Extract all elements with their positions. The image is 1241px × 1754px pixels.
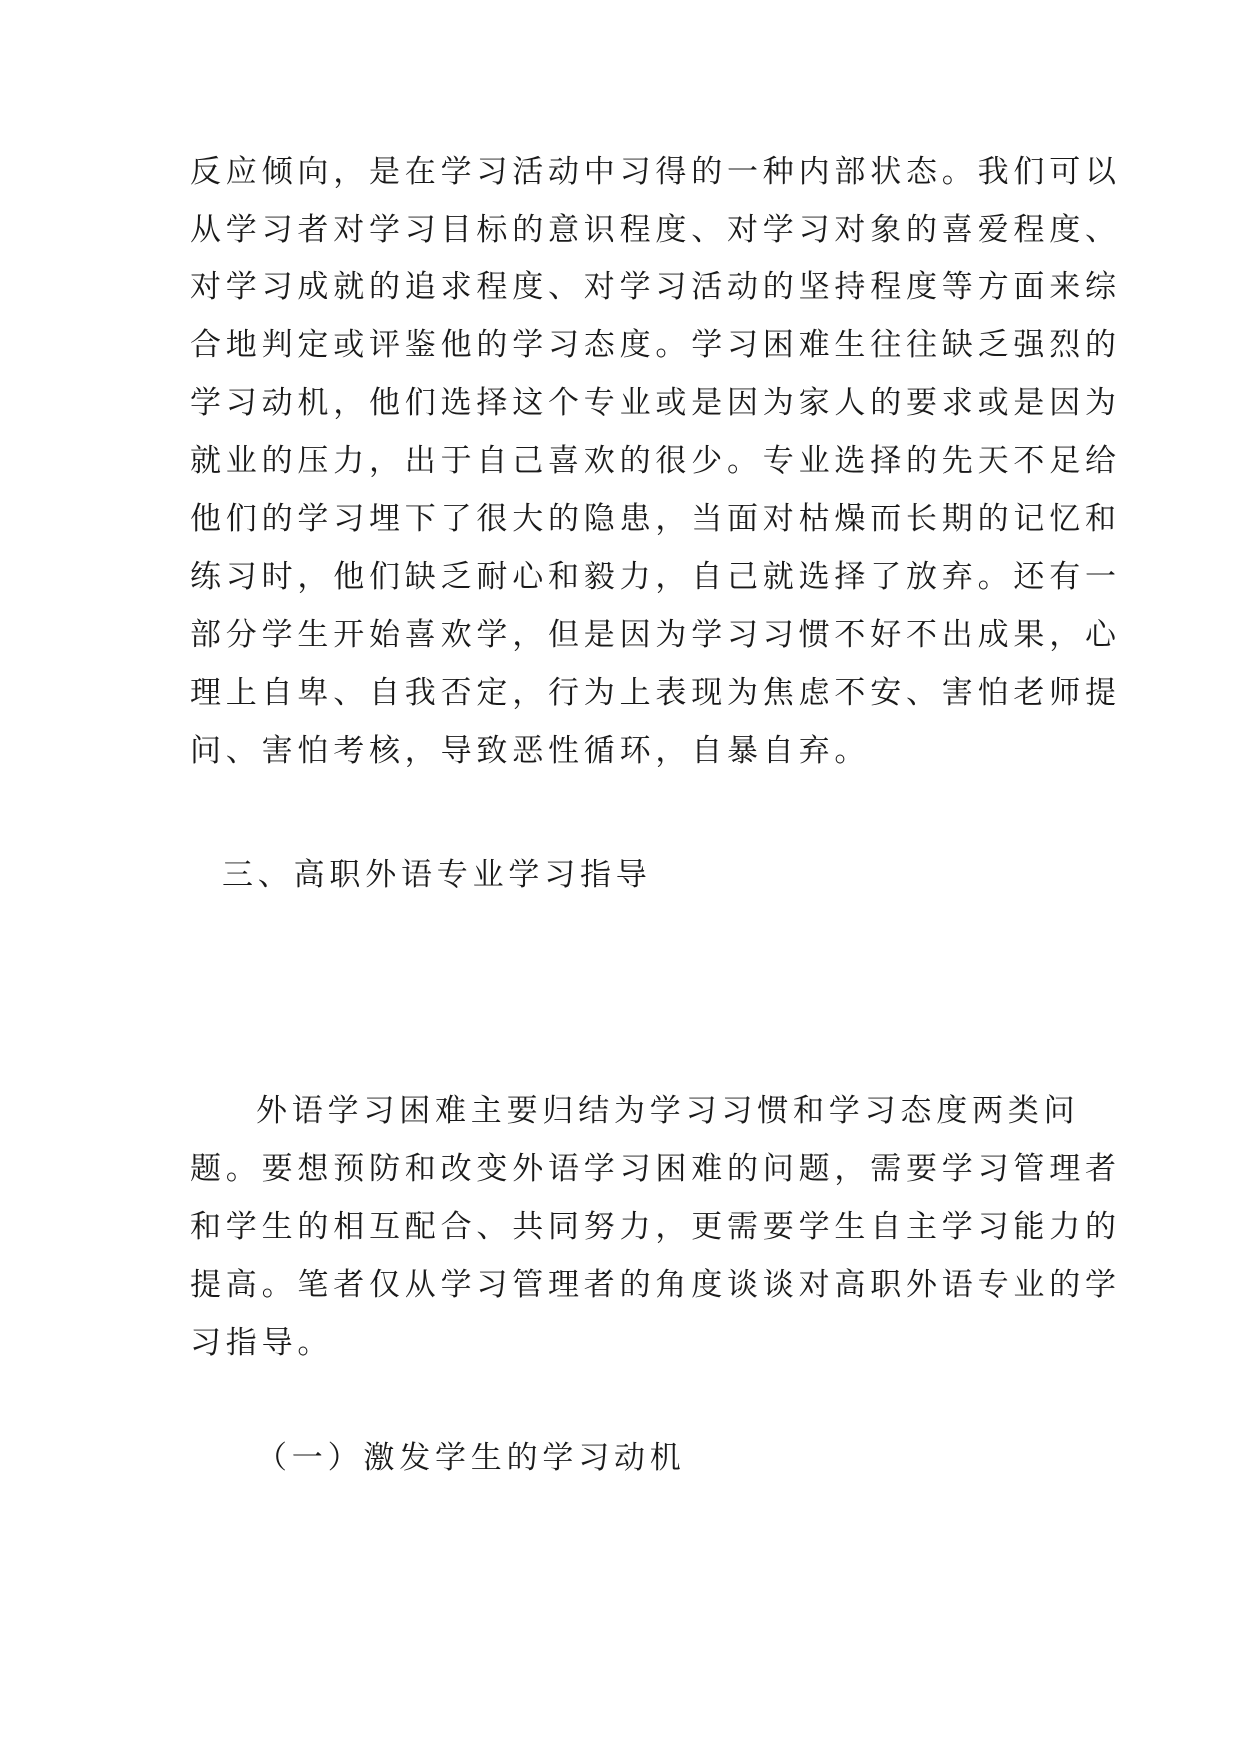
paragraph-2-line-5: 习指导。	[190, 1325, 334, 1361]
paragraph-1-line-10: 理上自卑、自我否定，行为上表现为焦虑不安、害怕老师提	[190, 675, 1121, 711]
paragraph-1-line-5: 学习动机，他们选择这个专业或是因为家人的要求或是因为	[190, 385, 1121, 421]
paragraph-2-line-1: 外语学习困难主要归结为学习习惯和学习态度两类问	[256, 1093, 1080, 1129]
paragraph-2-line-3: 和学生的相互配合、共同努力，更需要学生自主学习能力的	[190, 1209, 1121, 1245]
paragraph-1-line-2: 从学习者对学习目标的意识程度、对学习对象的喜爱程度、	[190, 212, 1121, 248]
subsection-heading: （一）激发学生的学习动机	[256, 1440, 686, 1476]
paragraph-1-line-4: 合地判定或评鉴他的学习态度。学习困难生往往缺乏强烈的	[190, 327, 1121, 363]
paragraph-1-line-8: 练习时，他们缺乏耐心和毅力，自己就选择了放弃。还有一	[190, 559, 1121, 595]
paragraph-1-line-6: 就业的压力，出于自己喜欢的很少。专业选择的先天不足给	[190, 443, 1121, 479]
paragraph-2-line-4: 提高。笔者仅从学习管理者的角度谈谈对高职外语专业的学	[190, 1267, 1121, 1303]
section-heading: 三、高职外语专业学习指导	[222, 857, 652, 893]
paragraph-1-line-9: 部分学生开始喜欢学，但是因为学习习惯不好不出成果，心	[190, 617, 1121, 653]
paragraph-1-line-7: 他们的学习埋下了很大的隐患，当面对枯燥而长期的记忆和	[190, 501, 1121, 537]
paragraph-2-line-2: 题。要想预防和改变外语学习困难的问题，需要学习管理者	[190, 1151, 1121, 1187]
paragraph-1-line-3: 对学习成就的追求程度、对学习活动的坚持程度等方面来综	[190, 269, 1121, 305]
paragraph-1-line-11: 问、害怕考核，导致恶性循环，自暴自弃。	[190, 733, 871, 769]
paragraph-1-line-1: 反应倾向，是在学习活动中习得的一种内部状态。我们可以	[190, 154, 1121, 190]
